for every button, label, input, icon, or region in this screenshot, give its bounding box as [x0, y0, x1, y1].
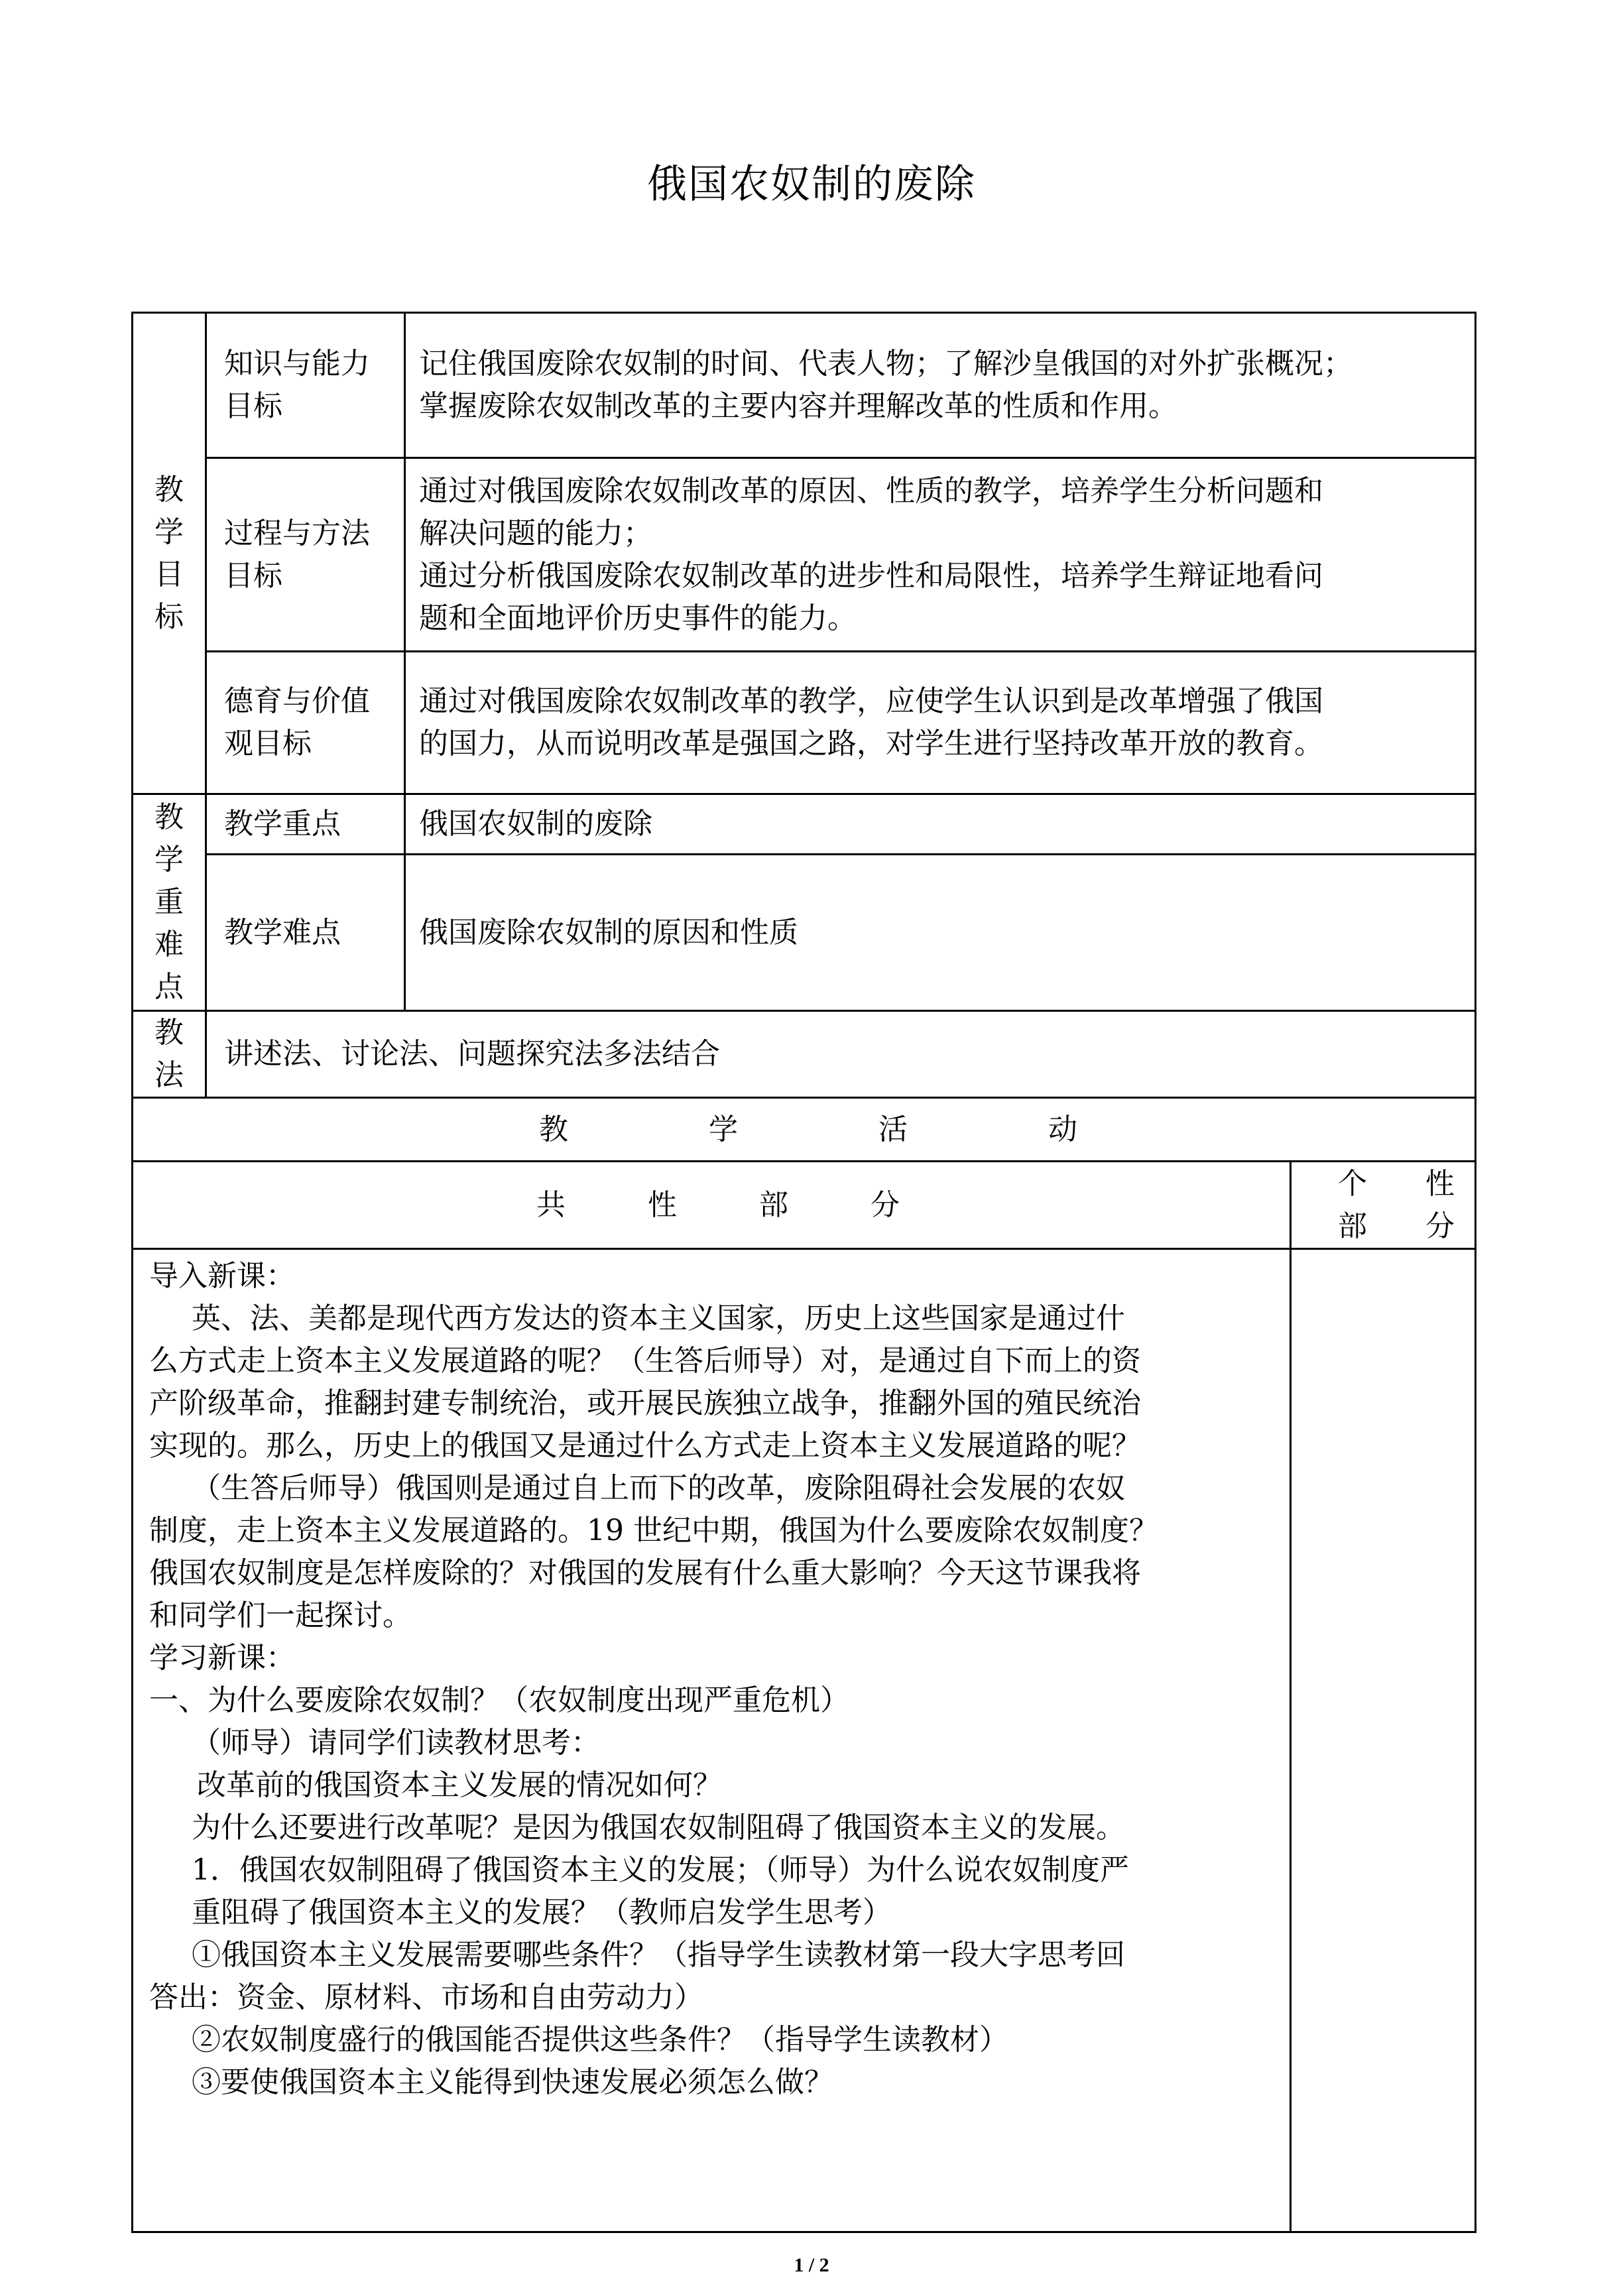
key-difficulty-row — [133, 855, 1476, 1011]
key-focus-row — [133, 794, 1476, 855]
body-line: ③要使俄国资本主义能得到快速发展必须怎么做？ — [192, 2065, 833, 2099]
body-row — [133, 1249, 1476, 2232]
body-line: 导入新课： — [149, 1259, 295, 1293]
objective-row-process — [133, 458, 1476, 652]
key-points-label: 教 学 重 难 点 — [133, 794, 206, 1011]
body-line: 制度，走上资本主义发展道路的。19 世纪中期，俄国为什么要废除农奴制度？ — [149, 1514, 1158, 1547]
difficulty-label: 教学难点 — [206, 855, 405, 1011]
objective-content-process: 通过对俄国废除农奴制改革的原因、性质的教学，培养学生分析问题和 解决问题的能力； 通过分析俄国废除农奴制改革的进步性和局限性，培养学生辩证地看问 题和全面地评价历史事件的能力。 — [405, 458, 1476, 652]
body-line: 产阶级革命，推翻封建专制统治，或开展民族独立战争，推翻外国的殖民统治 — [149, 1386, 1141, 1420]
individual-section-header: 个 性 部 分 — [1291, 1162, 1476, 1249]
objective-row-knowledge — [133, 313, 1476, 458]
objectives-label: 教 学 目 标 — [133, 313, 206, 794]
body-line: 俄国农奴制度是怎样废除的？对俄国的发展有什么重大影响？今天这节课我将 — [149, 1556, 1141, 1590]
body-line: 重阻碍了俄国资本主义的发展？（教师启发学生思考） — [192, 1896, 892, 1929]
body-line: 和同学们一起探讨。 — [149, 1599, 412, 1632]
common-section-body — [133, 1249, 1291, 2232]
lesson-plan-table — [131, 312, 1476, 2233]
body-line: 么方式走上资本主义发展道路的呢？（生答后师导）对，是通过自下而上的资 — [149, 1344, 1141, 1378]
body-line: 为什么还要进行改革呢？是因为俄国农奴制阻碍了俄国资本主义的发展。 — [192, 1811, 1125, 1844]
objective-name-moral: 德育与价值 观目标 — [206, 652, 405, 794]
objective-name-process: 过程与方法 目标 — [206, 458, 405, 652]
focus-label: 教学重点 — [206, 794, 405, 855]
body-line: ②农奴制度盛行的俄国能否提供这些条件？（指导学生读教材） — [192, 2023, 1008, 2057]
body-line: 改革前的俄国资本主义发展的情况如何？ — [197, 1768, 722, 1802]
method-content: 讲述法、讨论法、问题探究法多法结合 — [206, 1011, 1476, 1098]
activities-header-row — [133, 1098, 1476, 1162]
body-line: （师导）请同学们读教材思考： — [192, 1726, 600, 1760]
individual-section-body — [1291, 1249, 1476, 2232]
body-line: 英、法、美都是现代西方发达的资本主义国家，历史上这些国家是通过什 — [192, 1301, 1125, 1335]
objective-name-knowledge: 知识与能力 目标 — [206, 313, 405, 458]
method-row — [133, 1011, 1476, 1098]
body-line: 一、为什么要废除农奴制？（农奴制度出现严重危机） — [149, 1683, 849, 1717]
objective-content-moral: 通过对俄国废除农奴制改革的教学，应使学生认识到是改革增强了俄国 的国力，从而说明改革是强国之路，对学生进行坚持改革开放的教育。 — [405, 652, 1476, 794]
difficulty-content: 俄国废除农奴制的原因和性质 — [405, 855, 1476, 1011]
method-label: 教 法 — [133, 1011, 206, 1098]
objective-content-knowledge: 记住俄国废除农奴制的时间、代表人物；了解沙皇俄国的对外扩张概况； 掌握废除农奴制改革的主要内容并理解改革的性质和作用。 — [405, 313, 1476, 458]
page-number: 1 / 2 — [794, 2254, 829, 2276]
document-title: 俄国农奴制的废除 — [647, 161, 976, 208]
section-header-row — [133, 1162, 1476, 1249]
objective-row-moral — [133, 652, 1476, 794]
common-section-header: 共 性 部 分 — [133, 1162, 1291, 1249]
activities-header: 教 学 活 动 — [133, 1098, 1476, 1162]
focus-content: 俄国农奴制的废除 — [405, 794, 1476, 855]
body-line: （生答后师导）俄国则是通过自上而下的改革，废除阻碍社会发展的农奴 — [192, 1471, 1125, 1505]
body-line: 学习新课： — [149, 1641, 295, 1675]
body-line: 1．俄国农奴制阻碍了俄国资本主义的发展；（师导）为什么说农奴制度严 — [192, 1853, 1129, 1887]
body-line: ①俄国资本主义发展需要哪些条件？（指导学生读教材第一段大字思考回 — [192, 1938, 1125, 1972]
body-line: 实现的。那么，历史上的俄国又是通过什么方式走上资本主义发展道路的呢？ — [149, 1429, 1141, 1463]
body-line: 答出：资金、原材料、市场和自由劳动力） — [149, 1980, 703, 2014]
